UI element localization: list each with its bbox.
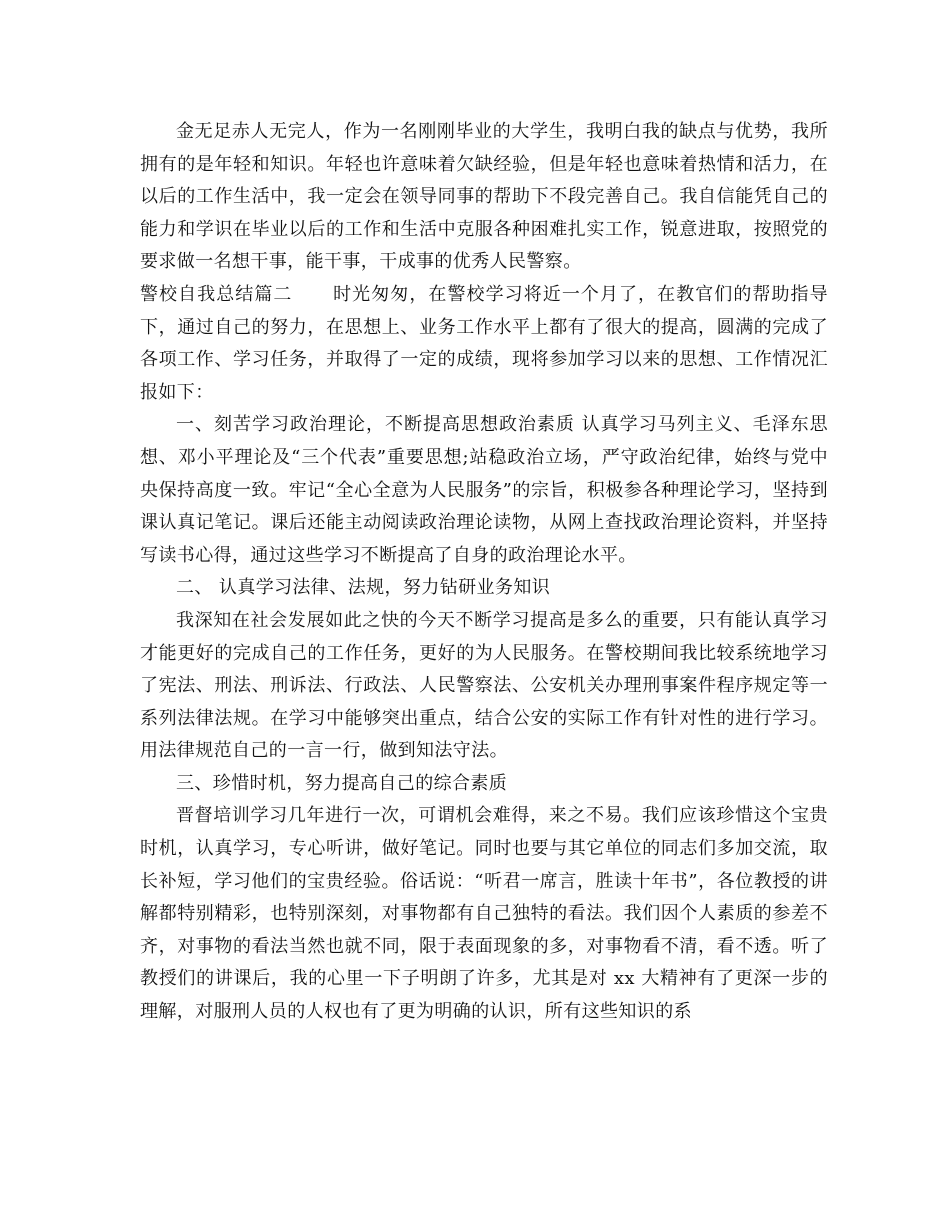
paragraph-2 <box>140 279 828 409</box>
section-heading: 警校自我总结篇二 <box>140 283 293 305</box>
paragraph-2-body: 时光匆匆，在警校学习将近一个月了，在教官们的帮助指导下，通过自己的努力，在思想上、业务工作水平上都有了很大的提高，圆满的完成了各项工作、学习任务，并取得了一定的成绩，现将参加学习以来的思想、工作情况汇报如下： <box>140 283 828 403</box>
paragraph-7: 晋督培训学习几年进行一次，可谓机会难得，来之不易。我们应该珍惜这个宝贵时机，认真学习，专心听讲，做好笔记。同时也要与其它单位的同志们多加交流，取长补短，学习他们的宝贵经验。俗话说：“听君一席言，胜读十年书”，各位教授的讲解都特别精彩，也特别深刻，对事物都有自己独特的看法。我们因个人素质的参差不齐，对事物的看法当然也就不同，限于表面现象的多，对事物看不清，看不透。听了教授们的讲课后，我的心里一下子明朗了许多，尤其是对 xx 大精神有了更深一步的理解，对服刑人员的人权也有了更为明确的认识，所有这些知识的系 <box>140 805 828 1023</box>
document-page <box>140 116 828 1029</box>
paragraph-4-heading: 二、 认真学习法律、法规，努力钻研业务知识 <box>176 577 551 599</box>
paragraph-1: 金无足赤人无完人，作为一名刚刚毕业的大学生，我明白我的缺点与优势，我所拥有的是年轻和知识。年轻也许意味着欠缺经验，但是年轻也意味着热情和活力，在以后的工作生活中，我一定会在领导同事的帮助下不段完善自己。我自信能凭自己的能力和学识在毕业以后的工作和生活中克服各种困难扎实工作，锐意进取，按照党的要求做一名想干事，能干事，干成事的优秀人民警察。 <box>140 121 828 273</box>
paragraph-3: 一、刻苦学习政治理论，不断提高思想政治素质 认真学习马列主义、毛泽东思想、邓小平理论及“三个代表”重要思想;站稳政治立场，严守政治纪律，始终与党中央保持高度一致。牢记“全心全意为人民服务”的宗旨，积极参各种理论学习，坚持到课认真记笔记。课后还能主动阅读政治理论读物，从网上查找政治理论资料，并坚持写读书心得，通过这些学习不断提高了自身的政治理论水平。 <box>140 414 828 566</box>
paragraph-5: 我深知在社会发展如此之快的今天不断学习提高是多么的重要，只有能认真学习才能更好的完成自己的工作任务，更好的为人民服务。在警校期间我比较系统地学习了宪法、刑法、刑诉法、行政法、人民警察法、公安机关办理刑事案件程序规定等一系列法律法规。在学习中能够突出重点，结合公安的实际工作有针对性的进行学习。用法律规范自己的一言一行，做到知法守法。 <box>140 609 828 762</box>
paragraph-6-heading: 三、珍惜时机，努力提高自己的综合素质 <box>176 772 508 794</box>
